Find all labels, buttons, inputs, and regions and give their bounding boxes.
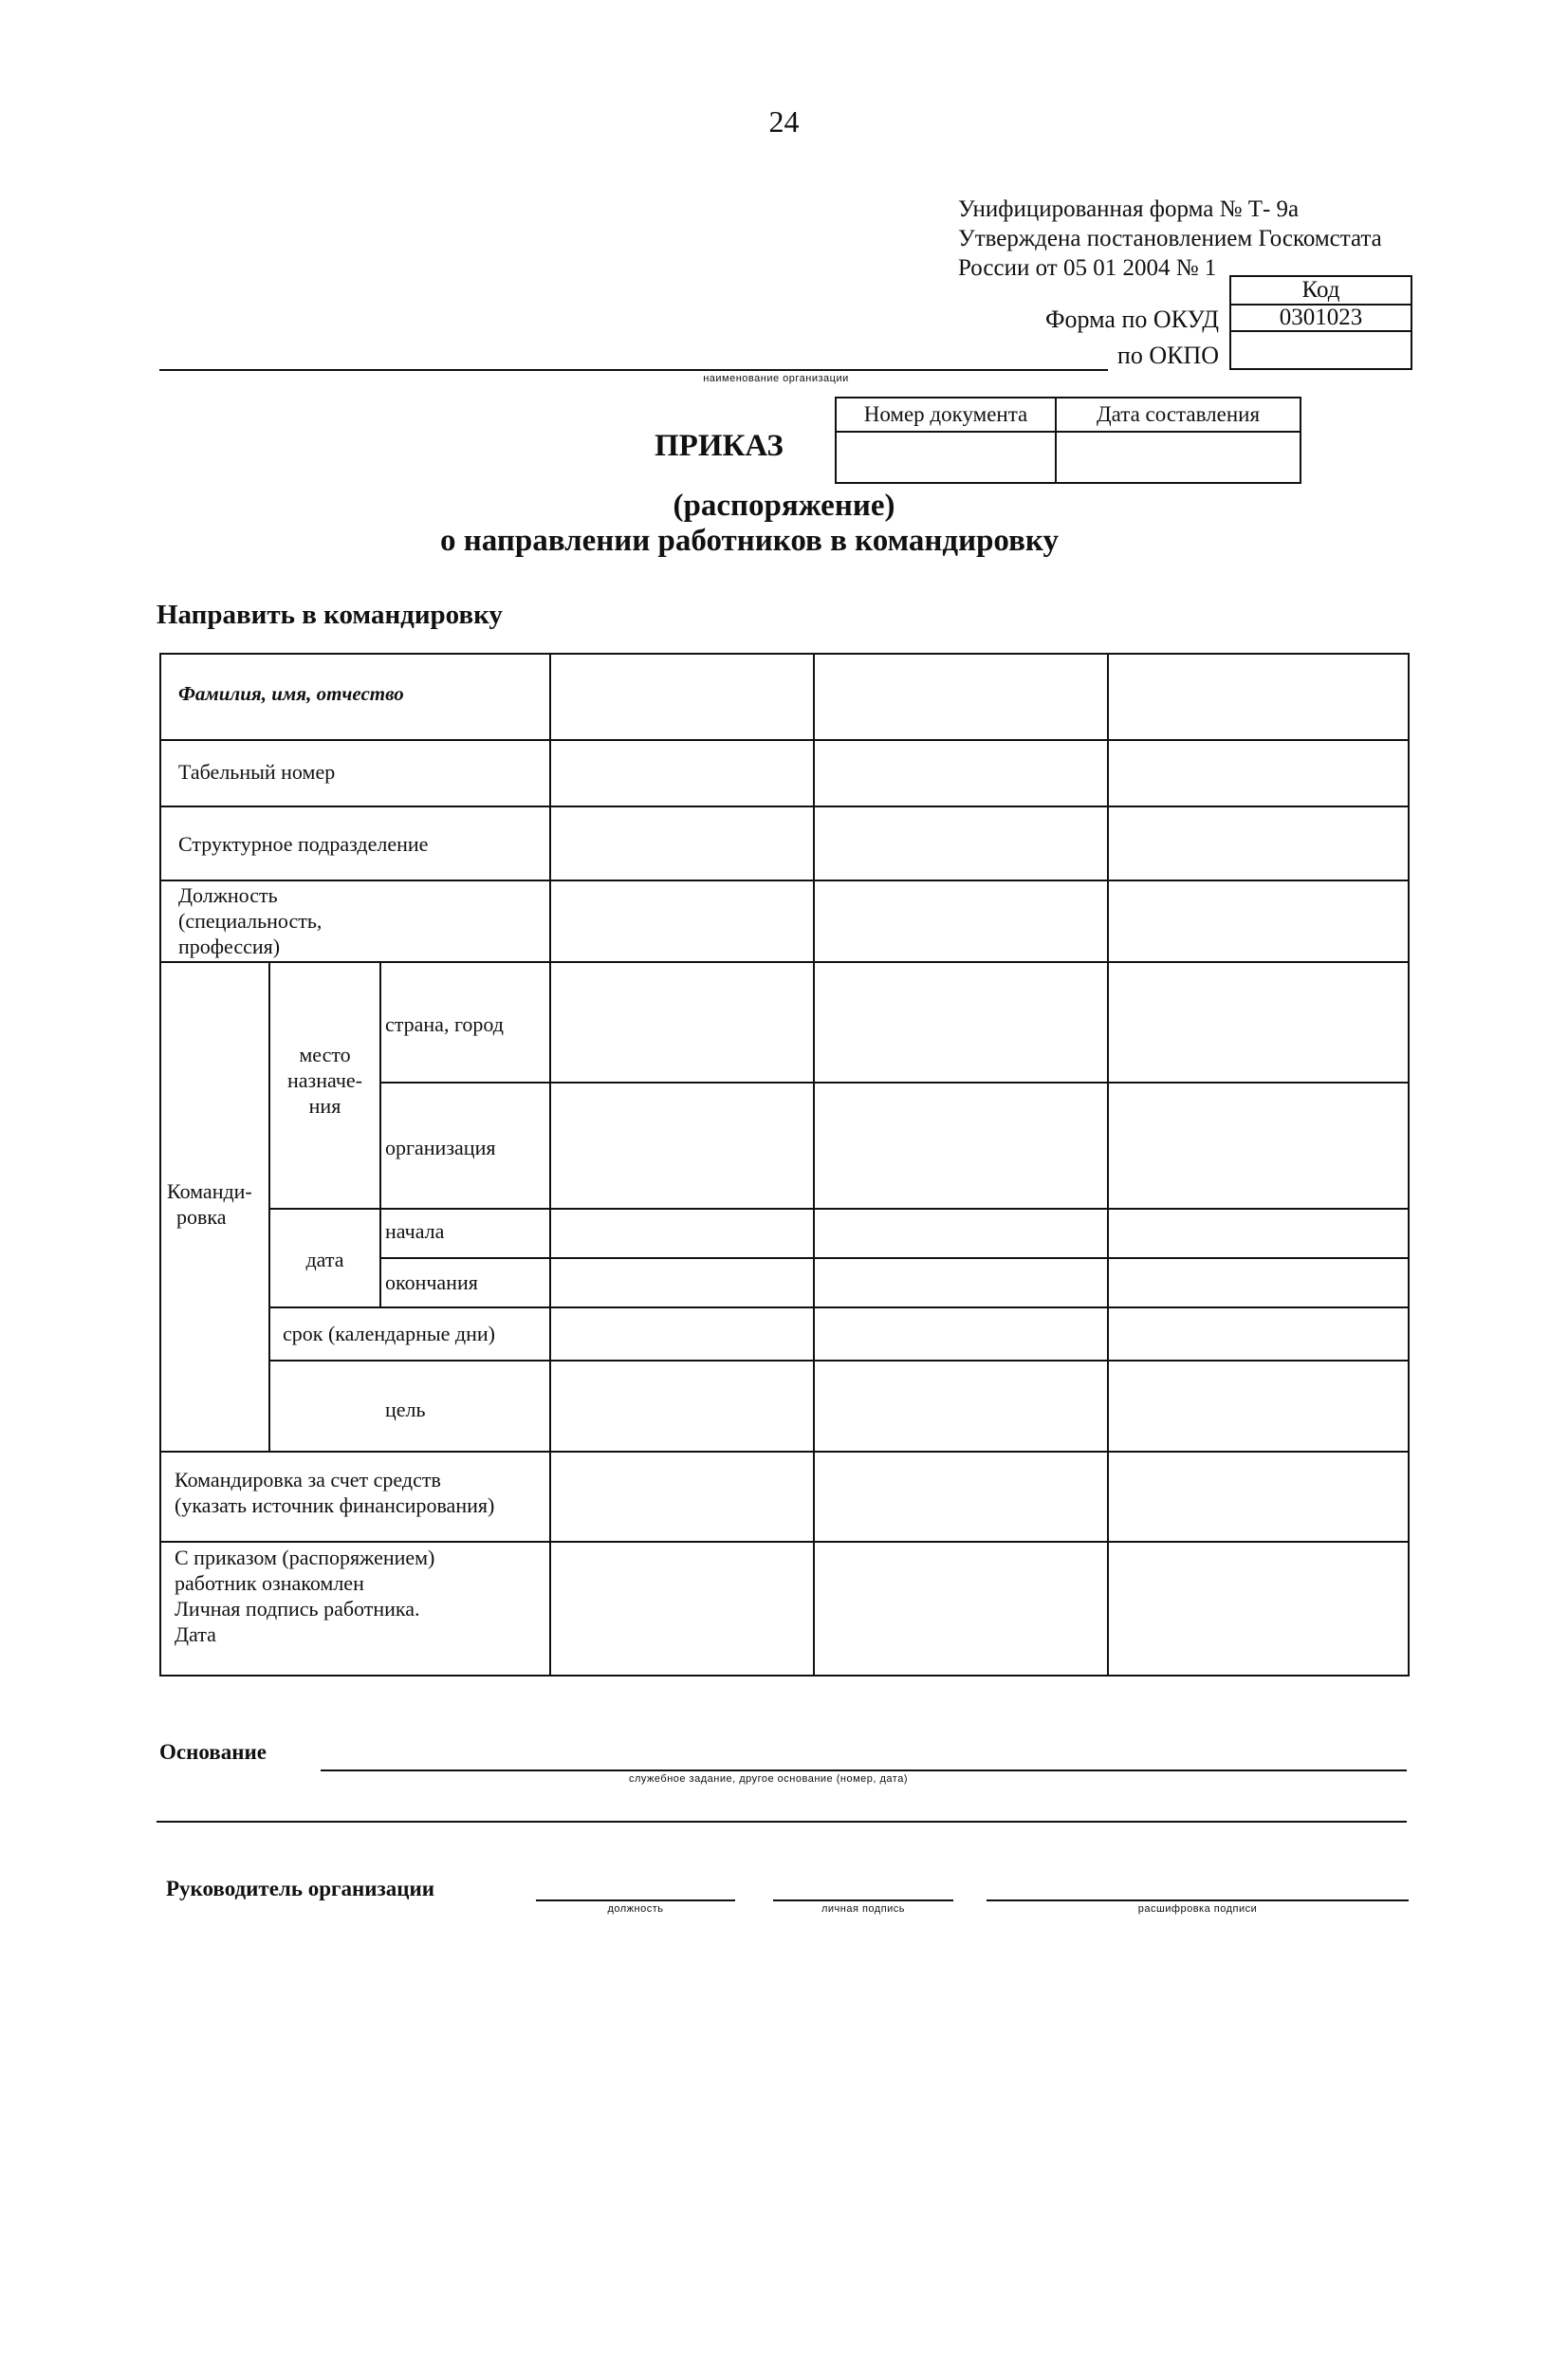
funding-label-line-2: (указать источник финансирования) bbox=[175, 1493, 495, 1517]
business-trip-label-line-1: Команди- bbox=[167, 1179, 252, 1203]
employee-column-2[interactable] bbox=[816, 655, 1106, 1675]
form-stamp bbox=[958, 195, 1382, 283]
head-signature-line[interactable] bbox=[773, 1899, 953, 1901]
doc-number-table bbox=[835, 397, 1301, 484]
doc-date-value[interactable] bbox=[1056, 432, 1301, 483]
basis-line[interactable] bbox=[321, 1769, 1407, 1771]
head-position-caption: должность bbox=[607, 1903, 664, 1915]
term-days-label: срок (календарные дни) bbox=[283, 1322, 495, 1345]
basis-label: Основание bbox=[159, 1740, 267, 1764]
section-title: Направить в командировку bbox=[157, 600, 503, 630]
acknowledgement-line-1: С приказом (распоряжением) bbox=[175, 1546, 435, 1569]
head-signature-caption: личная подпись bbox=[821, 1903, 906, 1915]
acknowledgement-line-4: Дата bbox=[175, 1622, 216, 1646]
document-subtitle: (распоряжение) bbox=[673, 489, 895, 523]
acknowledgement-label bbox=[175, 1545, 434, 1647]
document-subtitle-2: о направлении работников в командировку bbox=[440, 524, 1059, 558]
acknowledgement-line-2: работник ознакомлен bbox=[175, 1571, 364, 1595]
head-position-line[interactable] bbox=[536, 1899, 735, 1901]
document-title: ПРИКАЗ bbox=[655, 429, 784, 463]
acknowledgement-line-3: Личная подпись работника. bbox=[175, 1597, 420, 1621]
position-label bbox=[178, 882, 322, 959]
organization-label: организация bbox=[385, 1136, 496, 1159]
funding-label-line-1: Командировка за счет средств bbox=[175, 1468, 441, 1491]
head-decode-caption: расшифровка подписи bbox=[1137, 1903, 1258, 1915]
full-name-label: Фамилия, имя, отчество bbox=[178, 682, 404, 705]
okud-code-cell: 0301023 bbox=[1229, 304, 1412, 332]
okpo-code-cell[interactable] bbox=[1229, 330, 1412, 370]
position-label-line-2: (специальность, bbox=[178, 909, 323, 933]
business-trip-label bbox=[167, 1178, 252, 1230]
doc-number-header: Номер документа bbox=[836, 398, 1056, 432]
position-label-line-1: Должность bbox=[178, 883, 278, 907]
organization-name-line[interactable] bbox=[159, 369, 1108, 371]
basis-caption: служебное задание, другое основание (номер, дата) bbox=[629, 1773, 908, 1785]
doc-date-header: Дата составления bbox=[1056, 398, 1301, 432]
doc-number-value[interactable] bbox=[836, 432, 1056, 483]
country-city-label: страна, город bbox=[385, 1012, 504, 1036]
funding-label bbox=[175, 1467, 494, 1518]
employee-column-1[interactable] bbox=[552, 655, 812, 1675]
destination-label bbox=[269, 1042, 380, 1119]
destination-label-line-1: место bbox=[299, 1043, 351, 1066]
business-trip-label-line-2: ровка bbox=[176, 1205, 227, 1229]
department-label: Структурное подразделение bbox=[178, 832, 429, 856]
form-stamp-line-2: Утверждена постановлением Госкомстата bbox=[958, 226, 1382, 251]
page-number: 24 bbox=[768, 104, 800, 139]
business-trip-table bbox=[159, 653, 1410, 1677]
position-label-line-3: профессия) bbox=[178, 935, 281, 958]
date-label: дата bbox=[305, 1248, 344, 1271]
organization-name-caption: наименование организации bbox=[703, 373, 849, 384]
form-stamp-line-1: Унифицированная форма № Т- 9а bbox=[958, 196, 1300, 222]
code-header-cell: Код bbox=[1229, 275, 1412, 306]
destination-label-line-2: назначе- bbox=[286, 1068, 363, 1092]
destination-label-line-3: ния bbox=[308, 1094, 341, 1118]
purpose-label: цель bbox=[385, 1398, 426, 1421]
head-of-organization-label: Руководитель организации bbox=[166, 1877, 434, 1900]
basis-second-line[interactable] bbox=[157, 1821, 1407, 1823]
form-stamp-line-3: России от 05 01 2004 № 1 bbox=[958, 255, 1217, 281]
employee-column-3[interactable] bbox=[1110, 655, 1408, 1675]
start-date-label: начала bbox=[385, 1219, 445, 1243]
end-date-label: окончания bbox=[385, 1270, 478, 1294]
okpo-label: по ОКПО bbox=[1116, 342, 1219, 369]
personnel-number-label: Табельный номер bbox=[178, 760, 336, 784]
head-decode-line[interactable] bbox=[987, 1899, 1409, 1901]
okud-label: Форма по ОКУД bbox=[1045, 306, 1219, 333]
